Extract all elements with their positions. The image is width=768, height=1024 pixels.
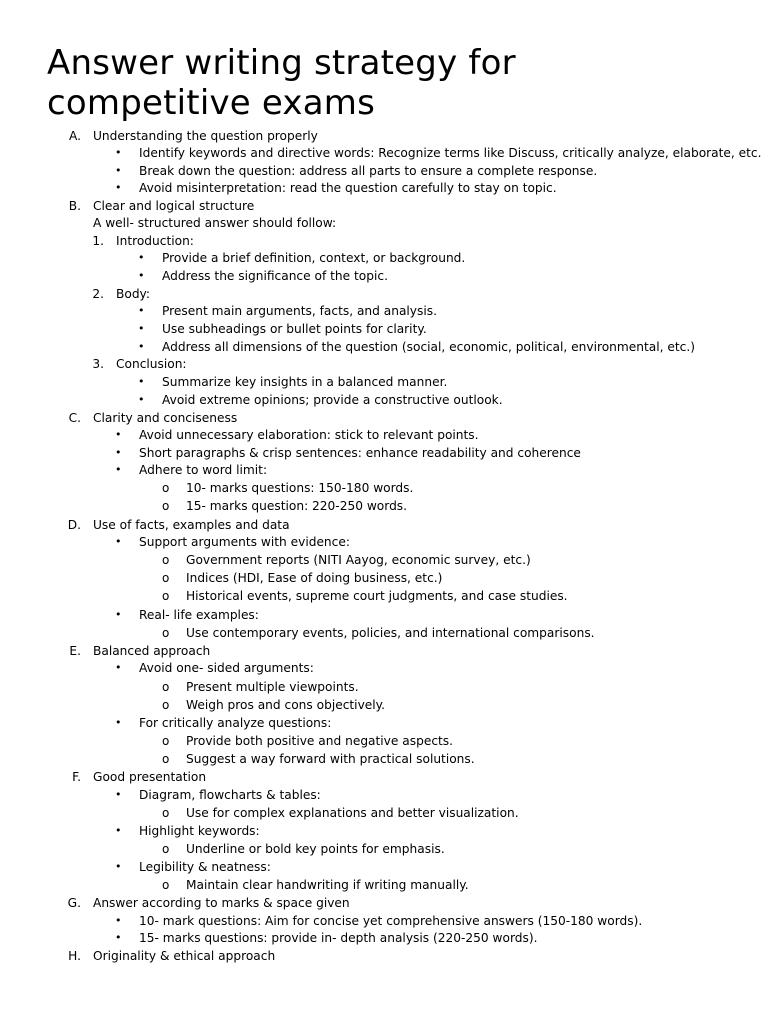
sub-bullet-icon: o (162, 481, 170, 495)
section-heading: Good presentation (93, 770, 207, 784)
sub-bullet-icon: o (162, 589, 170, 603)
list-item: Break down the question: address all parts to ensure a complete response. (139, 164, 598, 178)
bullet-icon: • (115, 661, 122, 674)
list-item: Use for complex explanations and better visualization. (186, 806, 519, 820)
sub-bullet-icon: o (162, 680, 170, 694)
bullet-icon: • (138, 322, 145, 335)
list-item: Identify keywords and directive words: Recognize terms like Discuss, critically analyze, elaborate, etc. (139, 146, 762, 160)
bullet-icon: • (115, 824, 122, 837)
bullet-icon: • (115, 914, 122, 927)
bullet-icon: • (115, 428, 122, 441)
section-marker: C. (68, 411, 81, 425)
bullet-icon: • (115, 463, 122, 476)
list-item: Provide both positive and negative aspects. (186, 734, 454, 748)
list-item: Adhere to word limit: (139, 463, 268, 477)
bullet-icon: • (115, 788, 122, 801)
list-item: 10- marks questions: 150-180 words. (186, 481, 414, 495)
bullet-icon: • (138, 304, 145, 317)
bullet-icon: • (138, 269, 145, 282)
list-item: Real- life examples: (139, 608, 259, 622)
bullet-icon: • (138, 340, 145, 353)
section-marker: H. (68, 949, 81, 963)
section-heading: Answer according to marks & space given (93, 896, 350, 910)
list-item: Maintain clear handwriting if writing manually. (186, 878, 469, 892)
list-item: 10- mark questions: Aim for concise yet comprehensive answers (150-180 words). (139, 914, 643, 928)
list-item: For critically analyze questions: (139, 716, 332, 730)
section-heading: Understanding the question properly (93, 129, 318, 143)
list-item: Present multiple viewpoints. (186, 680, 359, 694)
bullet-icon: • (115, 164, 122, 177)
list-item: Avoid extreme opinions; provide a constructive outlook. (162, 393, 503, 407)
item-label: Conclusion: (116, 357, 187, 371)
item-marker: 1. (92, 234, 104, 248)
section-marker: F. (72, 770, 81, 784)
section-marker: E. (69, 644, 81, 658)
bullet-icon: • (115, 446, 122, 459)
list-item: Highlight keywords: (139, 824, 260, 838)
list-item: Summarize key insights in a balanced manner. (162, 375, 448, 389)
sub-bullet-icon: o (162, 499, 170, 513)
list-item: Indices (HDI, Ease of doing business, etc.) (186, 571, 443, 585)
sub-bullet-icon: o (162, 734, 170, 748)
list-item: Weigh pros and cons objectively. (186, 698, 386, 712)
bullet-icon: • (115, 608, 122, 621)
list-item: Present main arguments, facts, and analysis. (162, 304, 437, 318)
section-intro: A well- structured answer should follow: (93, 216, 337, 230)
item-marker: 3. (92, 357, 104, 371)
section-heading: Clarity and conciseness (93, 411, 238, 425)
item-label: Body: (116, 287, 150, 301)
list-item: Diagram, flowcharts & tables: (139, 788, 321, 802)
sub-bullet-icon: o (162, 571, 170, 585)
sub-bullet-icon: o (162, 878, 170, 892)
sub-bullet-icon: o (162, 553, 170, 567)
bullet-icon: • (138, 251, 145, 264)
list-item: Avoid unnecessary elaboration: stick to relevant points. (139, 428, 479, 442)
list-item: Address all dimensions of the question (social, economic, political, environmental, etc.) (162, 340, 695, 354)
section-heading: Originality & ethical approach (93, 949, 276, 963)
bullet-icon: • (115, 716, 122, 729)
section-marker: D. (67, 518, 81, 532)
bullet-icon: • (138, 393, 145, 406)
bullet-icon: • (115, 860, 122, 873)
list-item: Government reports (NITI Aayog, economic survey, etc.) (186, 553, 531, 567)
sub-bullet-icon: o (162, 698, 170, 712)
list-item: Legibility & neatness: (139, 860, 271, 874)
section-heading: Balanced approach (93, 644, 211, 658)
list-item: Historical events, supreme court judgments, and case studies. (186, 589, 568, 603)
section-marker: B. (68, 199, 81, 213)
sub-bullet-icon: o (162, 806, 170, 820)
list-item: Address the significance of the topic. (162, 269, 388, 283)
list-item: 15- marks questions: provide in- depth analysis (220-250 words). (139, 931, 538, 945)
bullet-icon: • (138, 375, 145, 388)
section-marker: G. (67, 896, 81, 910)
sub-bullet-icon: o (162, 752, 170, 766)
section-heading: Use of facts, examples and data (93, 518, 290, 532)
list-item: Use subheadings or bullet points for clarity. (162, 322, 427, 336)
list-item: Short paragraphs & crisp sentences: enhance readability and coherence (139, 446, 581, 460)
bullet-icon: • (115, 146, 122, 159)
list-item: Support arguments with evidence: (139, 535, 350, 549)
item-marker: 2. (92, 287, 104, 301)
sub-bullet-icon: o (162, 842, 170, 856)
bullet-icon: • (115, 535, 122, 548)
bullet-icon: • (115, 931, 122, 944)
list-item: Avoid misinterpretation: read the question carefully to stay on topic. (139, 181, 557, 195)
list-item: Provide a brief definition, context, or background. (162, 251, 466, 265)
sub-bullet-icon: o (162, 626, 170, 640)
bullet-icon: • (115, 181, 122, 194)
list-item: Underline or bold key points for emphasis. (186, 842, 445, 856)
page-title: Answer writing strategy for competitive exams (47, 43, 516, 123)
list-item: Use contemporary events, policies, and international comparisons. (186, 626, 595, 640)
list-item: 15- marks question: 220-250 words. (186, 499, 408, 513)
list-item: Suggest a way forward with practical solutions. (186, 752, 475, 766)
section-heading: Clear and logical structure (93, 199, 255, 213)
list-item: Avoid one- sided arguments: (139, 661, 314, 675)
section-marker: A. (69, 129, 81, 143)
item-label: Introduction: (116, 234, 194, 248)
